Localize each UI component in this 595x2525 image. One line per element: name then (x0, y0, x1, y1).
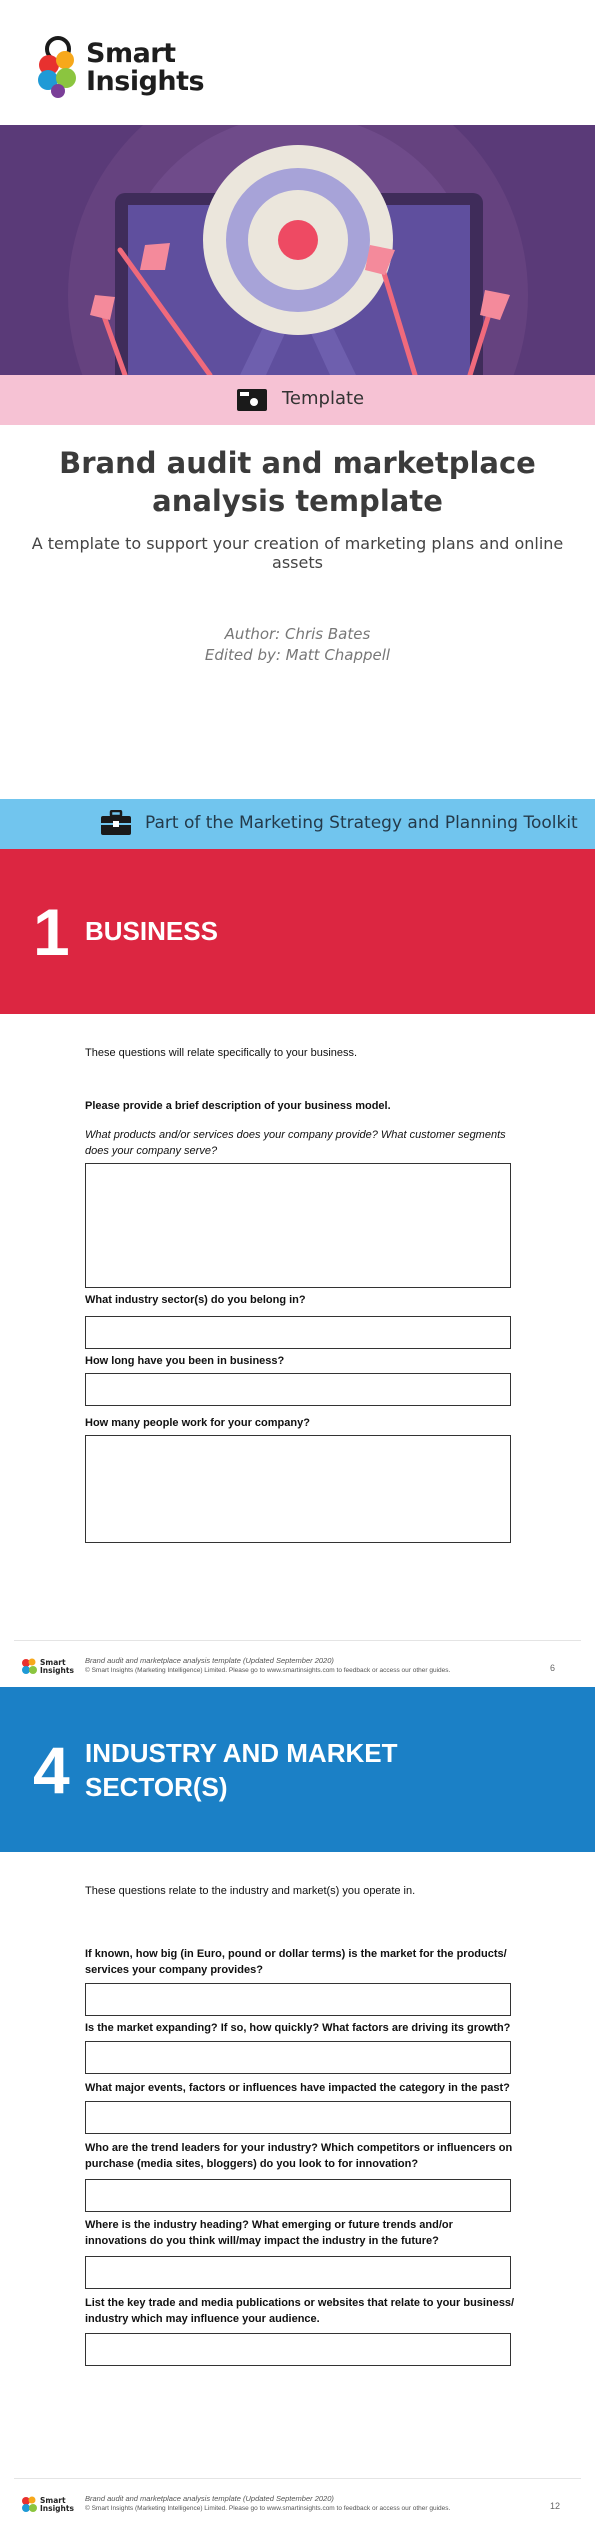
market-size-question: If known, how big (in Euro, pound or dollar terms) is the market for the products/ services your company provides? (85, 1948, 507, 1976)
section-title (85, 1736, 397, 1804)
footer-document-title: Brand audit and marketplace analysis template (Updated September 2020) (85, 1656, 334, 1665)
market-growth-question: Is the market expanding? If so, how quickly? What factors are driving its growth? (85, 2022, 511, 2034)
footer-document-title: Brand audit and marketplace analysis template (Updated September 2020) (85, 2494, 334, 2503)
document-subtitle: A template to support your creation of marketing plans and online assets (31, 534, 564, 572)
publications-field[interactable] (85, 2333, 511, 2366)
industry-sector-question: What industry sector(s) do you belong in? (85, 1294, 306, 1306)
years-in-business-field[interactable] (85, 1373, 511, 1406)
brand-logo-text (86, 40, 204, 96)
footer-brand-line1: Smart (40, 2496, 66, 2505)
section-title-line2: SECTOR(S) (85, 1772, 228, 1802)
future-trends-field[interactable] (85, 2256, 511, 2289)
author-credit: Author: Chris Bates (224, 625, 371, 643)
briefcase-icon (101, 810, 131, 836)
business-intro: These questions will relate specifically to your business. (85, 1047, 358, 1059)
footer-copyright: © Smart Insights (Marketing Intelligence) Limited. Please go to www.smartinsights.com to feedback or access our other guides. (85, 1667, 451, 1674)
publications-question: List the key trade and media publications or websites that relate to your business/ industry which may influence your audience. (85, 2297, 515, 2325)
industry-intro: These questions relate to the industry and market(s) you operate in. (85, 1885, 416, 1897)
toolkit-label: Part of the Marketing Strategy and Planning Toolkit (145, 813, 578, 833)
trend-leaders-question: Who are the trend leaders for your industry? Which competitors or influencers on purchase (media sites, bloggers) do you look to for innovation? (85, 2142, 513, 2170)
footer-logo-icon (20, 1657, 42, 1677)
section-number: 4 (33, 1733, 70, 1807)
document-title: Brand audit and marketplace analysis template (59, 446, 536, 518)
page-number: 12 (550, 2501, 561, 2511)
market-growth-field[interactable] (85, 2041, 511, 2074)
section-title: BUSINESS (85, 916, 218, 946)
business-model-hint: What products and/or services does your company provide? What customer segments does your company serve? (85, 1129, 506, 1157)
years-in-business-question: How long have you been in business? (85, 1355, 285, 1367)
past-influences-field[interactable] (85, 2101, 511, 2134)
business-model-field[interactable] (85, 1163, 511, 1288)
template-label: Template (282, 388, 365, 409)
hero-illustration (0, 125, 595, 375)
business-model-question: Please provide a brief description of your business model. (85, 1100, 391, 1112)
smart-insights-logo-icon (36, 36, 80, 98)
section-number: 1 (33, 895, 70, 969)
footer-brand-line1: Smart (40, 1658, 66, 1667)
page-number: 6 (550, 1663, 556, 1673)
footer-brand-line2: Insights (40, 2504, 74, 2513)
editor-credit: Edited by: Matt Chappell (204, 646, 391, 664)
footer-divider (14, 2478, 581, 2479)
footer-brand-line2: Insights (40, 1666, 74, 1675)
footer-copyright: © Smart Insights (Marketing Intelligence) Limited. Please go to www.smartinsights.com to feedback or access our other guides. (85, 2505, 451, 2512)
employee-count-field[interactable] (85, 1435, 511, 1543)
video-template-icon (237, 389, 267, 411)
section-title-line1: INDUSTRY AND MARKET (85, 1738, 398, 1768)
footer-divider (14, 1640, 581, 1641)
market-size-field[interactable] (85, 1983, 511, 2016)
footer-logo-text (40, 1659, 74, 1675)
brand-name-line2: Insights (86, 66, 205, 97)
target-illustration (0, 125, 595, 375)
past-influences-question: What major events, factors or influences have impacted the category in the past? (85, 2082, 510, 2094)
footer-logo-text (40, 2497, 74, 2513)
trend-leaders-field[interactable] (85, 2179, 511, 2212)
footer-logo-icon (20, 2495, 42, 2515)
industry-sector-field[interactable] (85, 1316, 511, 1349)
employee-count-question: How many people work for your company? (85, 1417, 310, 1429)
future-trends-question: Where is the industry heading? What emerging or future trends and/or innovations do you think will/may impact the industry in the future? (85, 2219, 453, 2247)
brand-name-line1: Smart (86, 38, 176, 69)
